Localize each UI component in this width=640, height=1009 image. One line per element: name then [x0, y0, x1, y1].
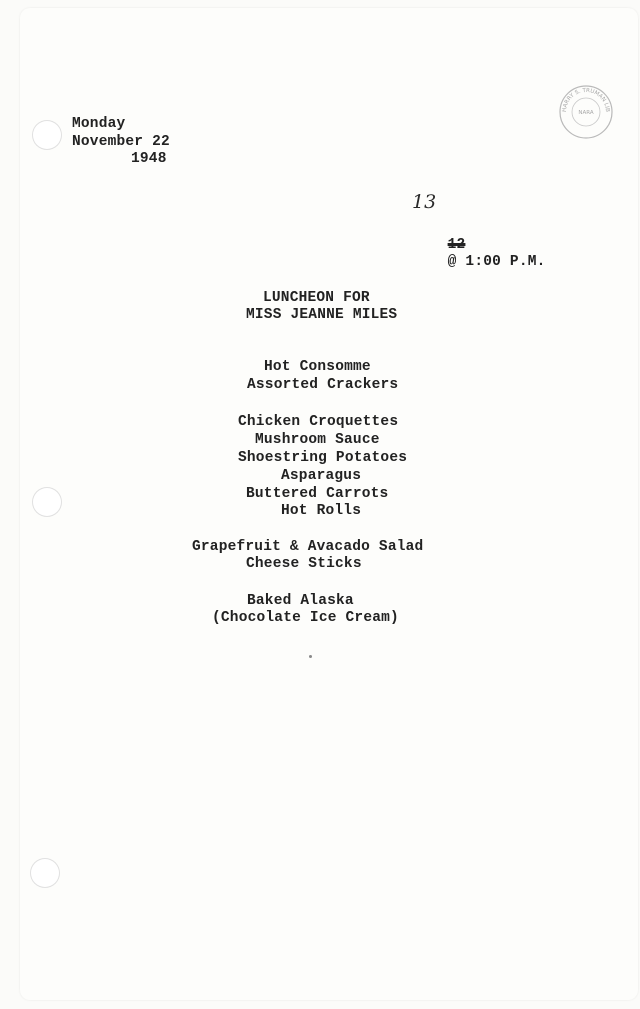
menu-item: (Chocolate Ice Cream) — [212, 610, 399, 626]
time-text: @ 1:00 P.M. — [447, 254, 546, 270]
paper-speck — [309, 655, 312, 658]
archive-stamp-icon — [558, 84, 614, 140]
header-date: November 22 — [72, 134, 170, 150]
title-line-2: MISS JEANNE MILES — [246, 307, 398, 323]
menu-item: Assorted Crackers — [247, 377, 399, 393]
stamp-center-text: NARA — [578, 110, 594, 116]
header-day: Monday — [72, 116, 126, 132]
stamp-ring-text: HARRY S. TRUMAN LIB — [561, 87, 611, 113]
handwritten-hour: 13 — [412, 191, 437, 213]
menu-item: Buttered Carrots — [246, 486, 389, 502]
menu-item: Shoestring Potatoes — [238, 450, 408, 466]
menu-item: Hot Consomme — [264, 359, 371, 375]
menu-item: Baked Alaska — [247, 593, 354, 609]
struck-hour: 12 — [447, 237, 466, 253]
header-year: 1948 — [131, 151, 167, 167]
handwritten-correction — [410, 188, 450, 214]
time-line — [412, 220, 546, 288]
menu-item: Hot Rolls — [281, 503, 362, 519]
title-line-1: LUNCHEON FOR — [263, 290, 370, 306]
binder-hole-top — [32, 120, 62, 150]
menu-item: Cheese Sticks — [246, 556, 362, 572]
menu-item: Mushroom Sauce — [255, 432, 380, 448]
menu-item: Grapefruit & Avacado Salad — [192, 539, 424, 555]
binder-hole-middle — [32, 487, 62, 517]
menu-item: Asparagus — [281, 468, 362, 484]
binder-hole-bottom — [30, 858, 60, 888]
menu-item: Chicken Croquettes — [238, 414, 399, 430]
